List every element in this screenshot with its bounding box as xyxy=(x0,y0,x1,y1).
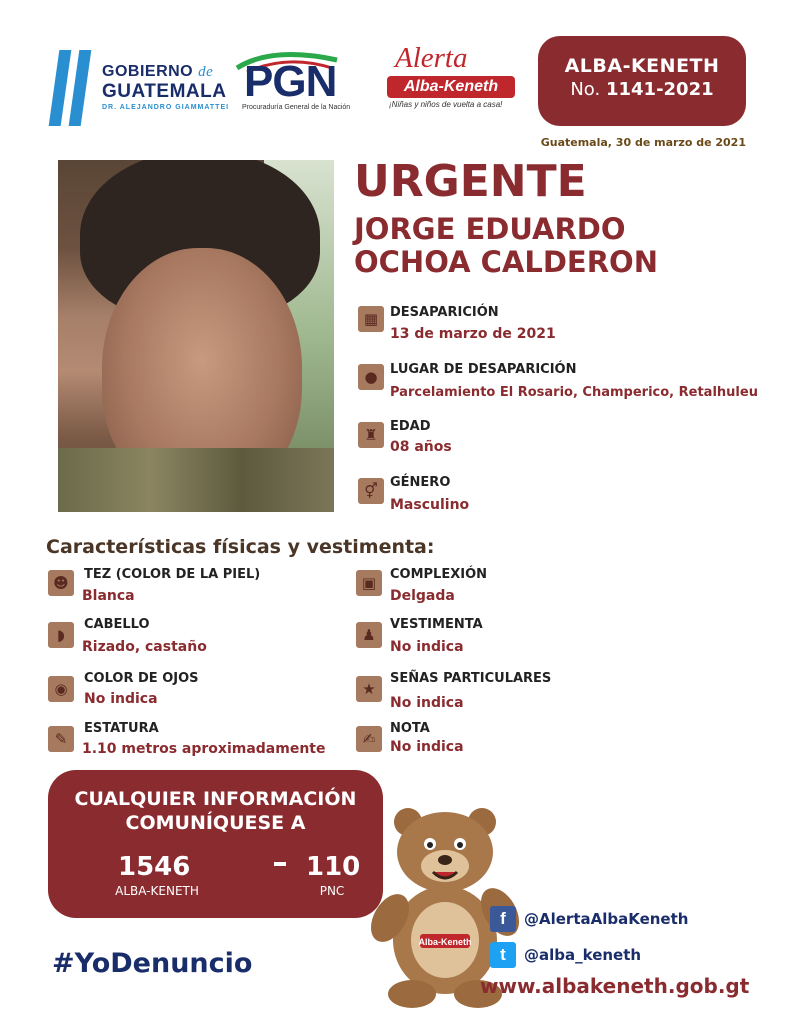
bear-badge-text: Alba-Keneth xyxy=(418,937,472,947)
ruler-icon: ✎ xyxy=(48,726,74,752)
char-value-cabello: Rizado, castaño xyxy=(82,639,207,655)
char-label-cabello: CABELLO xyxy=(84,617,150,632)
char-value-estatura: 1.10 metros aproximadamente xyxy=(82,741,326,757)
gob-de: de xyxy=(198,64,214,80)
char-value-ojos: No indica xyxy=(84,691,158,707)
hair-icon: ◗ xyxy=(48,622,74,648)
detail-label-edad: EDAD xyxy=(390,419,431,434)
star-icon: ★ xyxy=(356,676,382,702)
contact-divider xyxy=(274,862,286,866)
alerta-word: Alerta xyxy=(395,42,468,74)
char-value-senas: No indica xyxy=(390,695,464,711)
name-line2: OCHOA CALDERON xyxy=(354,245,658,280)
gobierno-logo-bars xyxy=(50,50,92,126)
detail-value-genero: Masculino xyxy=(390,497,470,513)
contact-heading xyxy=(48,788,383,836)
contact-sub-alba: ALBA-KENETH xyxy=(115,884,199,898)
alba-title: ALBA-KENETH xyxy=(564,55,720,77)
contact-sub-pnc: PNC xyxy=(319,884,345,898)
char-label-vestimenta: VESTIMENTA xyxy=(390,617,483,632)
gobierno-logo-text xyxy=(102,64,229,111)
twitter-handle[interactable]: @alba_keneth xyxy=(524,946,642,964)
location-pin-icon: ● xyxy=(358,364,384,390)
contact-line1: CUALQUIER INFORMACIÓN xyxy=(74,788,357,810)
missing-child-photo xyxy=(58,160,334,512)
char-label-ojos: COLOR DE OJOS xyxy=(84,671,199,686)
gob-line3: DR. ALEJANDRO GIAMMATTEI xyxy=(102,104,230,111)
issue-date: Guatemala, 30 de marzo de 2021 xyxy=(540,136,746,149)
characteristics-title: Características físicas y vestimenta: xyxy=(46,536,435,558)
gender-icon: ⚥ xyxy=(358,478,384,504)
char-label-senas: SEÑAS PARTICULARES xyxy=(390,671,552,686)
char-label-estatura: ESTATURA xyxy=(84,721,159,736)
website-link[interactable]: www.albakeneth.gob.gt xyxy=(480,974,750,998)
shirt-icon: ♟ xyxy=(356,622,382,648)
detail-label-desaparicion: DESAPARICIÓN xyxy=(390,305,499,320)
name-line1: JORGE EDUARDO xyxy=(354,212,626,246)
detail-value-lugar: Parcelamiento El Rosario, Champerico, Retalhuleu xyxy=(390,385,758,400)
detail-value-edad: 08 años xyxy=(390,439,452,455)
char-value-complexion: Delgada xyxy=(390,588,455,604)
char-value-tez: Blanca xyxy=(82,588,135,604)
urgency-title: URGENTE xyxy=(354,156,587,207)
detail-value-desaparicion: 13 de marzo de 2021 xyxy=(390,326,556,342)
alba-no-value: 1141-2021 xyxy=(605,78,714,100)
char-label-complexion: COMPLEXIÓN xyxy=(390,567,488,582)
gob-line2: GUATEMALA xyxy=(102,81,227,102)
pgn-logo: PGN xyxy=(244,57,337,106)
contact-line2: COMUNÍQUESE A xyxy=(125,811,306,834)
contact-number-alba[interactable]: 1546 xyxy=(118,852,191,882)
gob-line1: GOBIERNO xyxy=(102,63,194,80)
eye-icon: ◉ xyxy=(48,676,74,702)
cake-icon: ♜ xyxy=(358,422,384,448)
alerta-name-bar: Alba-Keneth xyxy=(387,76,515,98)
alerta-tagline: ¡Niñas y niños de vuelta a casa! xyxy=(389,100,503,109)
alba-no-label: No. xyxy=(570,78,601,100)
hashtag: #YoDenuncio xyxy=(52,948,253,979)
facebook-handle[interactable]: @AlertaAlbaKeneth xyxy=(524,910,689,928)
alba-keneth-case-box xyxy=(538,36,746,126)
note-icon: ✍ xyxy=(356,726,382,752)
char-label-tez: TEZ (COLOR DE LA PIEL) xyxy=(84,567,261,582)
char-value-nota: No indica xyxy=(390,739,464,755)
twitter-icon[interactable]: t xyxy=(490,942,516,968)
contact-box xyxy=(48,770,383,918)
detail-label-lugar: LUGAR DE DESAPARICIÓN xyxy=(390,362,577,377)
char-value-vestimenta: No indica xyxy=(390,639,464,655)
person-name xyxy=(354,213,658,280)
head-icon: ☻ xyxy=(48,570,74,596)
pgn-subtitle: Procuraduría General de la Nación xyxy=(242,104,351,111)
scale-icon: ▣ xyxy=(356,570,382,596)
calendar-icon: ▦ xyxy=(358,306,384,332)
contact-number-pnc[interactable]: 110 xyxy=(306,852,361,882)
facebook-icon[interactable]: f xyxy=(490,906,516,932)
char-label-nota: NOTA xyxy=(390,721,430,736)
detail-label-genero: GÉNERO xyxy=(390,475,451,490)
